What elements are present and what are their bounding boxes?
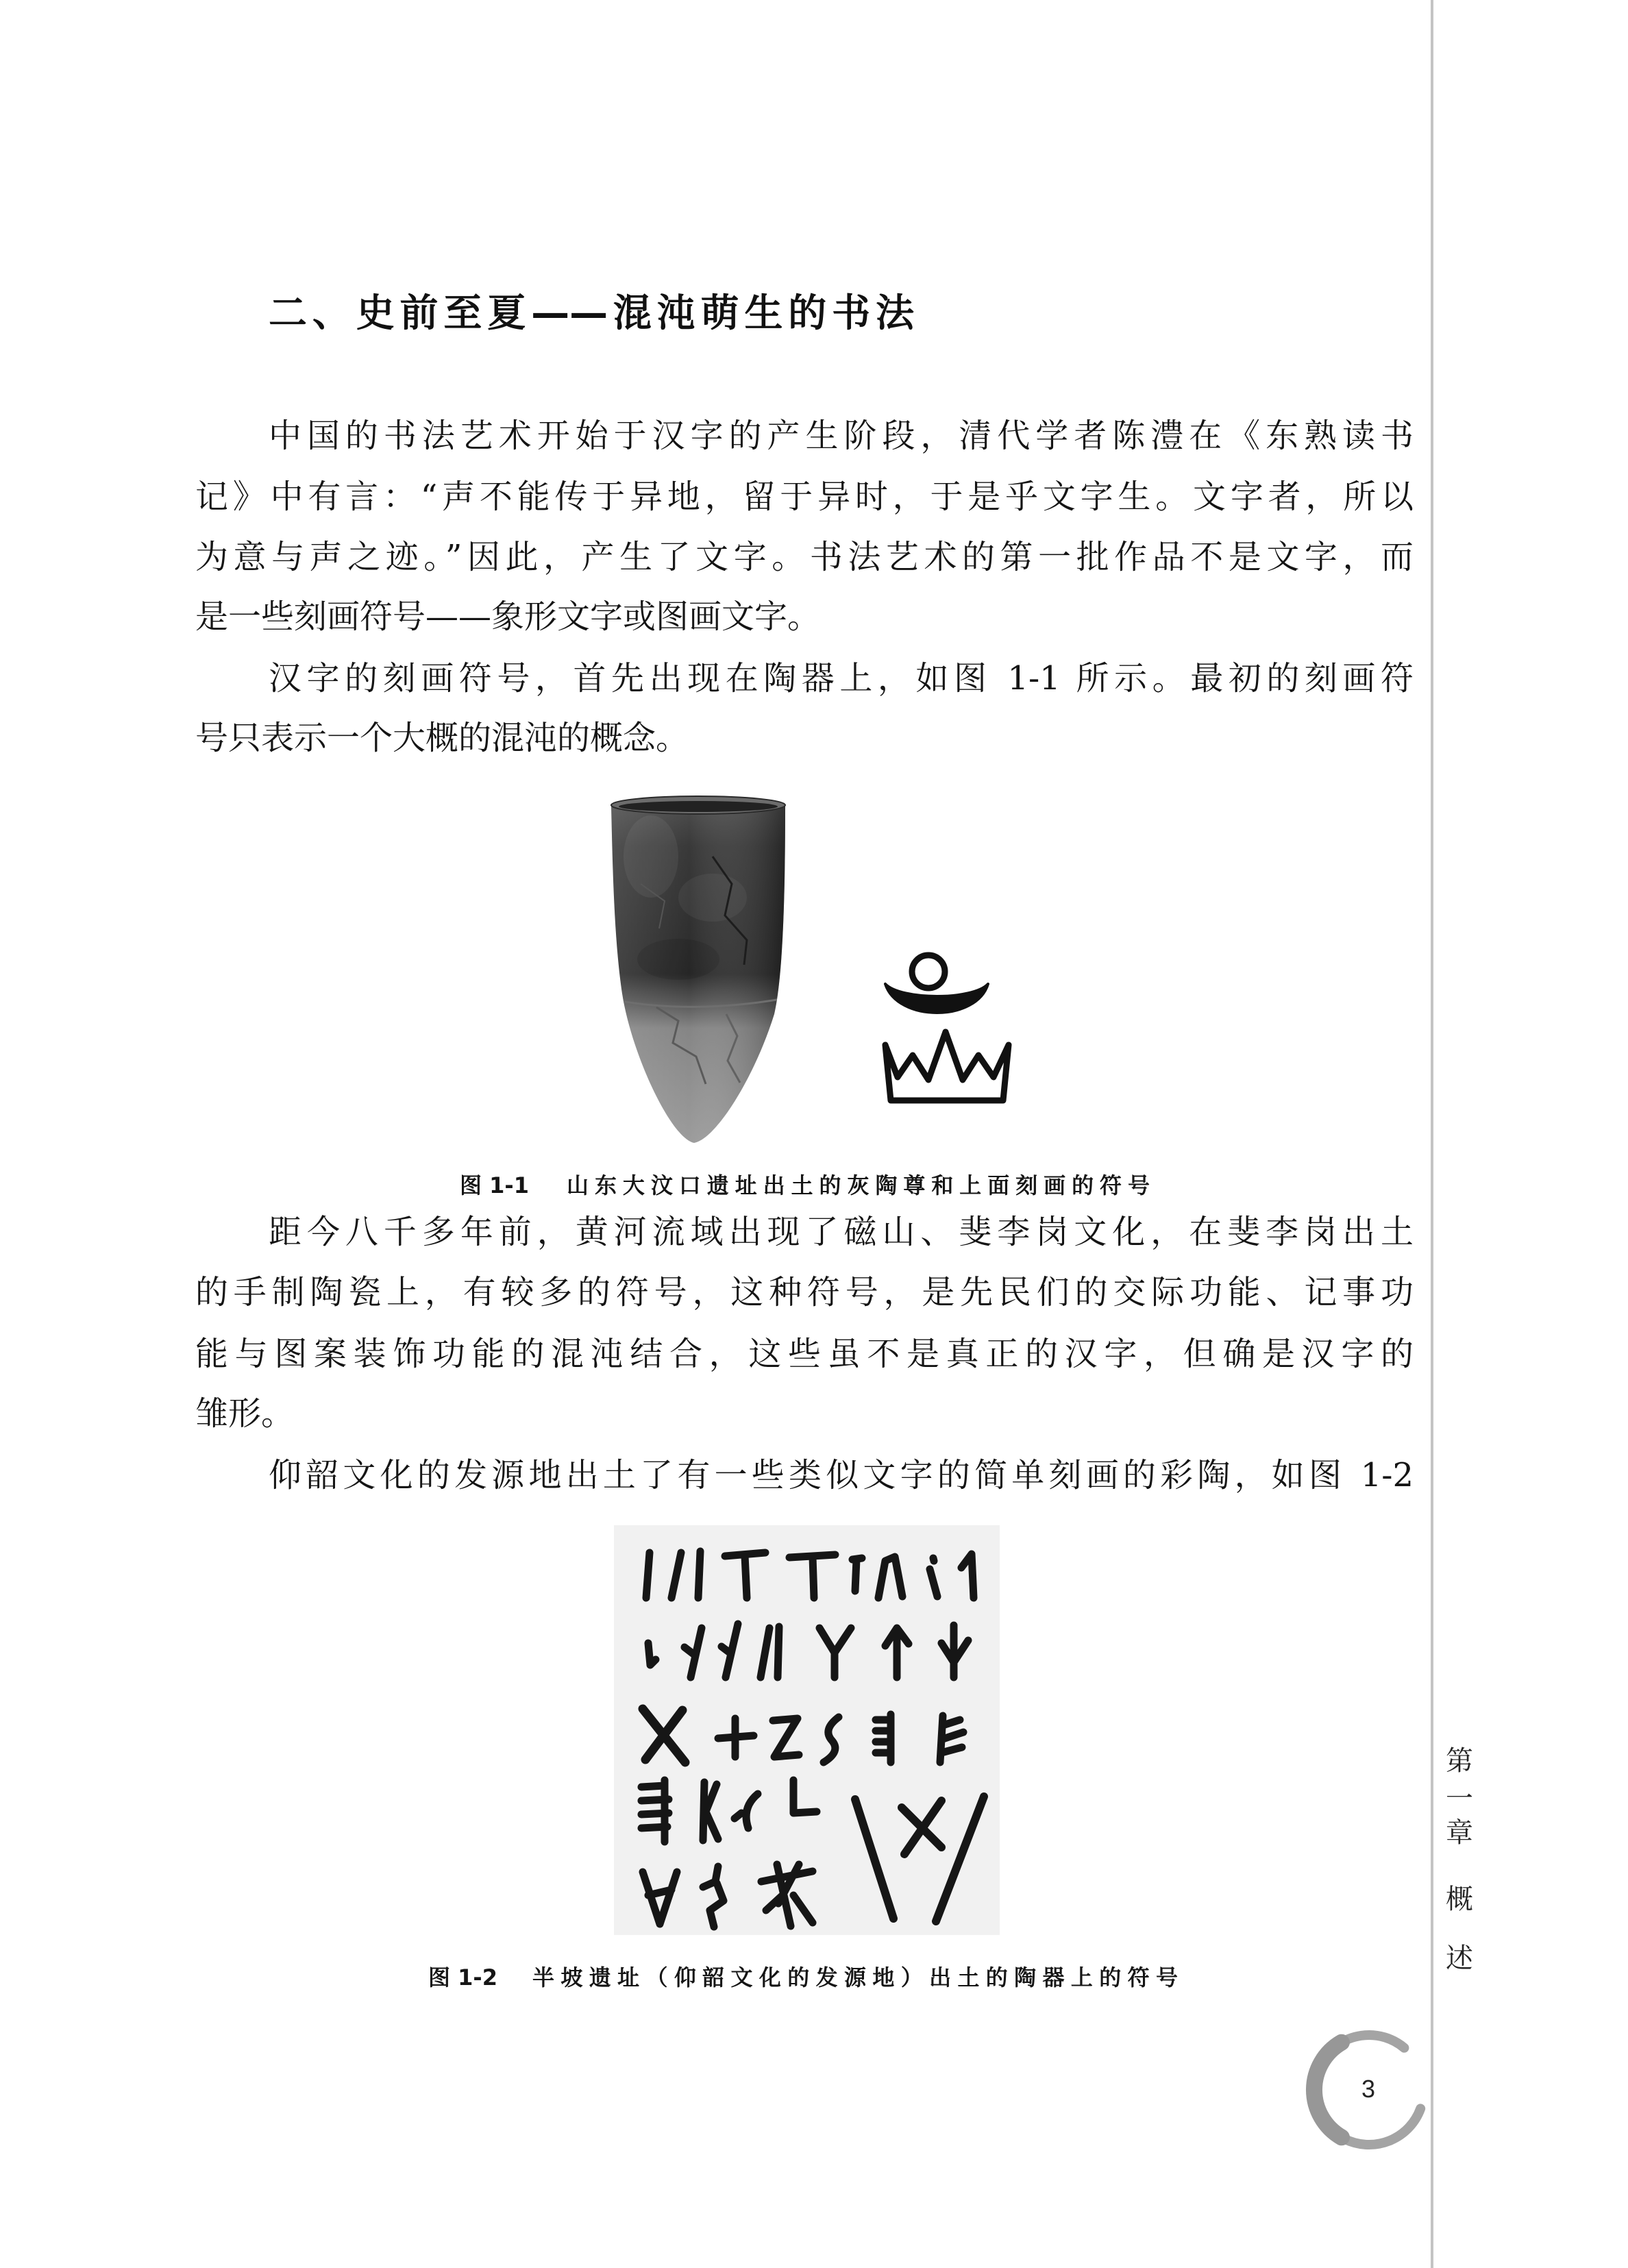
body-text-line: 仰韶文化的发源地出土了有一些类似文字的简单刻画的彩陶，如图 1-2 <box>269 1456 1414 1494</box>
body-text-line: 距今八千多年前，黄河流域出现了磁山、斐李岗文化，在斐李岗出土 <box>269 1213 1414 1251</box>
chapter-tab-char: 一 <box>1446 1783 1473 1814</box>
body-text-line: 为意与声之迹。”因此，产生了文字。书法艺术的第一批作品不是文字，而 <box>195 538 1414 576</box>
body-text-line: 记》中有言：“声不能传于异地，留于异时，于是乎文字生。文字者，所以 <box>195 478 1414 516</box>
mountain-peaks <box>885 1032 1009 1100</box>
figure-1-2-image <box>614 1525 1000 1935</box>
incised-mark <box>876 1714 891 1762</box>
page-number: 3 <box>1361 2075 1376 2103</box>
enso-stroke-heavy <box>1314 2043 1342 2138</box>
section-title: 二、史前至夏——混沌萌生的书法 <box>269 291 914 336</box>
body-text-line: 雏形。 <box>195 1394 295 1433</box>
pot-mouth <box>619 801 778 812</box>
chapter-tab-char: 第 <box>1446 1745 1473 1777</box>
pot-mottle <box>678 874 747 922</box>
pot-mottle <box>637 939 719 980</box>
figure-caption-label: 图 1-2 <box>428 1964 497 1990</box>
figure-caption-text: 山东大汶口遗址出土的灰陶尊和上面刻画的符号 <box>567 1172 1150 1198</box>
margin-rule <box>1431 0 1433 2268</box>
pot-mottle <box>624 815 678 898</box>
chapter-tab-char: 概 <box>1446 1884 1473 1915</box>
body-text-line: 能与图案装饰功能的混沌结合，这些虽不是真正的汉字，但确是汉字的 <box>195 1335 1414 1373</box>
sun-circle <box>912 955 945 988</box>
figure-1-1-image <box>576 781 1031 1150</box>
body-text-line: 是一些刻画符号——象形文字或图画文字。 <box>195 597 821 636</box>
incised-mark <box>698 1551 700 1598</box>
body-text-line: 的手制陶瓷上，有较多的符号，这种符号，是先民们的交际功能、记事功 <box>195 1273 1414 1311</box>
body-text-line: 号只表示一个大概的混沌的概念。 <box>195 719 689 757</box>
body-text-line: 汉字的刻画符号，首先出现在陶器上，如图 1-1 所示。最初的刻画符 <box>269 659 1414 698</box>
figure-caption-text: 半坡遗址（仰韶文化的发源地）出土的陶器上的符号 <box>532 1964 1178 1990</box>
chapter-tab-char: 章 <box>1446 1817 1473 1849</box>
incised-mark <box>646 1553 650 1598</box>
body-text-line: 中国的书法艺术开始于汉字的产生阶段，清代学者陈澧在《东熟读书 <box>269 417 1414 455</box>
incised-symbol <box>885 955 1009 1100</box>
pottery-vessel-photo <box>611 796 785 1143</box>
figure-caption-label: 图 1-1 <box>460 1172 529 1198</box>
chapter-tab-char: 述 <box>1446 1943 1473 1974</box>
